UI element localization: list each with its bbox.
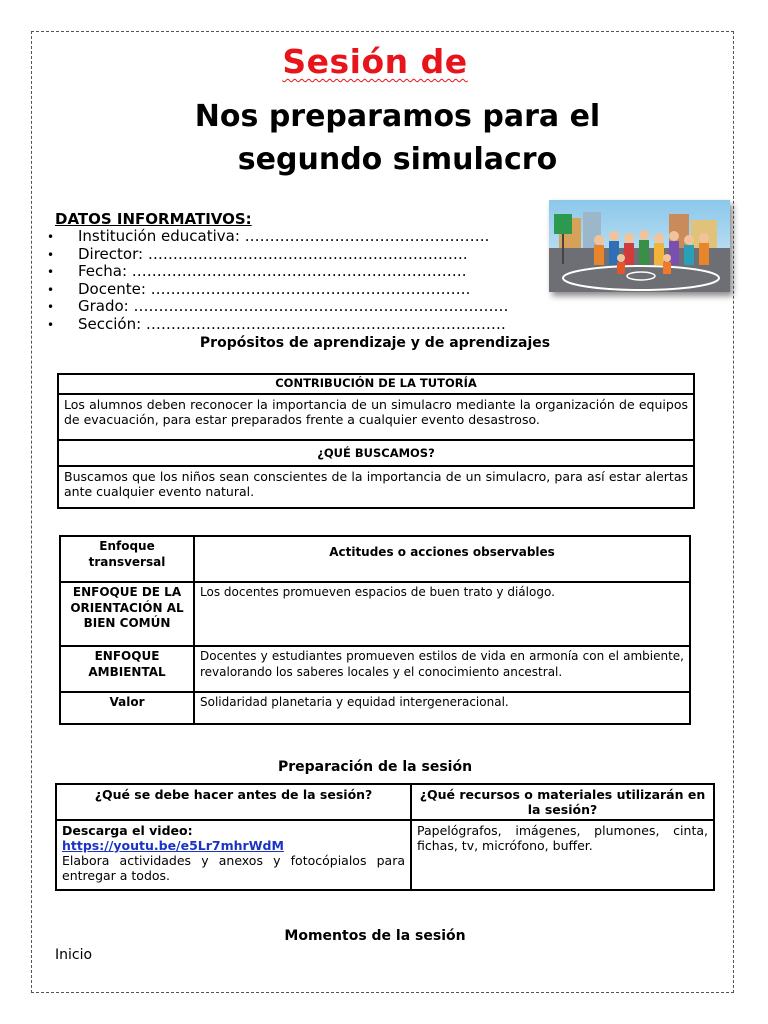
enfoque-column-header: Enfoque transversal: [60, 536, 194, 582]
evacuation-drill-image: [549, 200, 730, 292]
tutoria-text: Los alumnos deben reconocer la importancia de un simulacro mediante la organización de equipos de evacuación, para estar preparados frente a cualquier evento desastroso.: [58, 394, 694, 440]
table-row: [60, 582, 690, 646]
list-item: • Director: ……………………………………………………….: [47, 244, 468, 263]
inicio-label: Inicio: [55, 947, 93, 963]
list-item: • Docente: ……………………………………………………….: [47, 279, 471, 298]
actitudes-column-header: Actitudes o acciones observables: [194, 536, 690, 582]
enfoque-text: Docentes y estudiantes promueven estilos de vida en armonía con el ambiente, revalorando los saberes locales y el conocimiento ancestral.: [194, 646, 690, 692]
momentos-heading: Momentos de la sesión: [284, 928, 466, 944]
tutoria-header: CONTRIBUCIÓN DE LA TUTORÍA: [58, 374, 694, 394]
session-title-label: Sesión de: [282, 42, 468, 81]
descarga-label: Descarga el video:: [62, 823, 193, 838]
bullet-icon: •: [47, 300, 55, 314]
list-item: • Sección: ………………………………………………………………: [47, 314, 506, 333]
enfoques-table: [59, 535, 691, 725]
propositos-heading: Propósitos de aprendizaje y de aprendizajes: [199, 335, 551, 351]
bullet-icon: •: [47, 317, 55, 332]
list-item: • Fecha: ………………………………………………………….: [47, 262, 467, 280]
antes-cell: [56, 820, 411, 890]
list-item: • Institución educativa: ………………………………………….: [47, 227, 490, 245]
session-title: Nos preparamos para el segundo simulacro: [194, 99, 601, 177]
tutoria-table: [57, 373, 695, 509]
bullet-icon: •: [47, 265, 55, 279]
buscamos-header: ¿QUÉ BUSCAMOS?: [58, 440, 694, 466]
evacuation-drill-illustration-icon: [549, 200, 730, 292]
list-item: • Grado: …………………………………………………………………: [47, 297, 509, 315]
bullet-icon: •: [47, 282, 55, 297]
enfoque-label: ENFOQUE AMBIENTAL: [60, 646, 194, 692]
preparacion-table: [55, 783, 715, 891]
enfoque-label: Valor: [60, 692, 194, 724]
descarga-text: Elabora actividades y anexos y fotocópialos para entregar a todos.: [62, 853, 405, 883]
enfoque-label: ENFOQUE DE LA ORIENTACIÓN AL BIEN COMÚN: [60, 582, 194, 646]
recursos-column-header: ¿Qué recursos o materiales utilizarán en la sesión?: [411, 784, 714, 820]
buscamos-text: Buscamos que los niños sean conscientes de la importancia de un simulacro, para así estar alertas ante cualquier evento natural.: [58, 466, 694, 508]
bullet-icon: •: [47, 230, 55, 244]
table-row: [60, 692, 690, 724]
antes-column-header: ¿Qué se debe hacer antes de la sesión?: [56, 784, 411, 820]
preparacion-heading: Preparación de la sesión: [277, 759, 473, 775]
bullet-icon: •: [47, 247, 55, 262]
video-link[interactable]: https://youtu.be/e5Lr7mhrWdM: [62, 838, 284, 853]
datos-informativos-title: DATOS INFORMATIVOS:: [55, 210, 252, 228]
enfoque-text: Solidaridad planetaria y equidad intergeneracional.: [194, 692, 690, 724]
table-row: [60, 646, 690, 692]
datos-informativos-list: [47, 228, 509, 333]
recursos-text: Papelógrafos, imágenes, plumones, cinta, fichas, tv, micrófono, buffer.: [411, 820, 714, 890]
enfoque-text: Los docentes promueven espacios de buen trato y diálogo.: [194, 582, 690, 646]
